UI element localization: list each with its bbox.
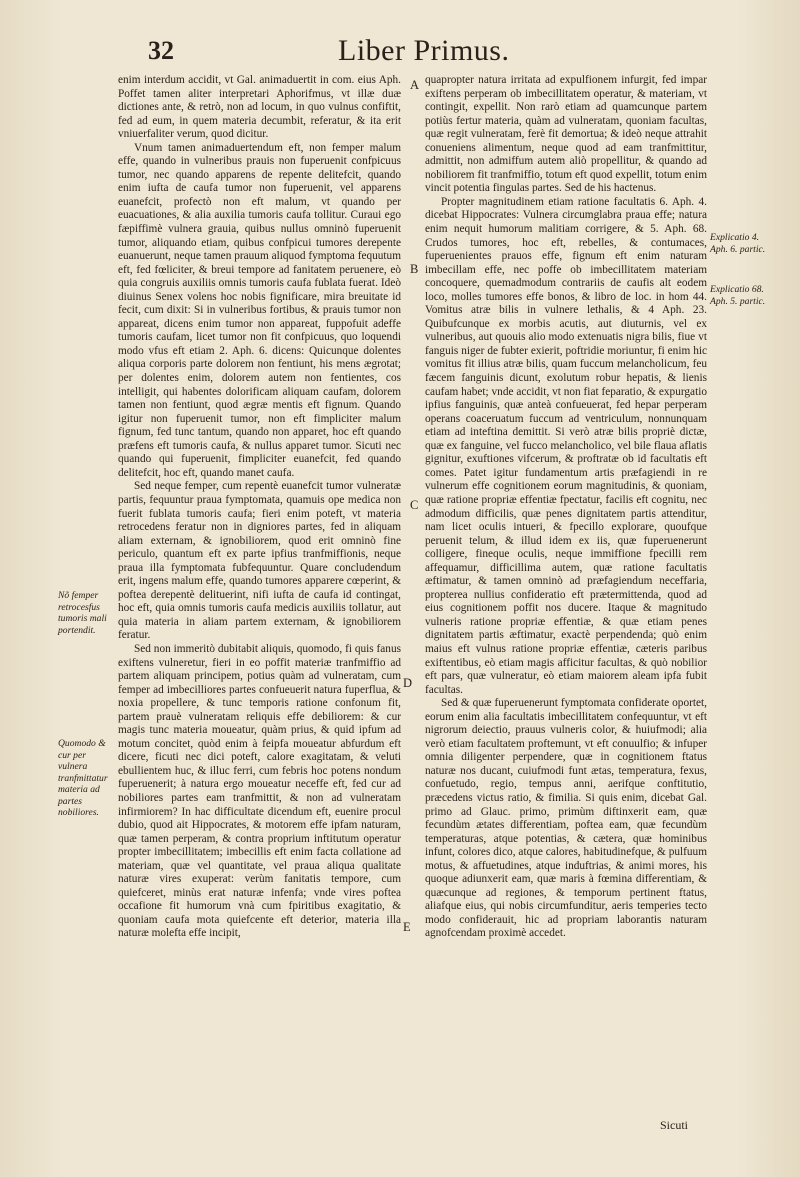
section-letter: C	[410, 498, 419, 512]
paragraph: Propter magnitudinem etiam ratione facultatis 6. Aph. 4. dicebat Hippocrates: Vulnera circumglabra praua effe; natura enim nequit humorum malitiam corrigere, & 5. Aph. 68. Crudos tumores, hoc eft, rebelles, & contumaces, fuperuenientes prauos effe, fignum eft enim naturam imbecillam effe, nec poffe ob imbecillitatem materiam concoquere, quemadmodum contrariis de caufis alt eodem loco, molles tumores effe bonos, & libro de loc. in hom 44. Vomitus atræ bilis in vulnere lethalis, & 4 Aph. 23. Quibufcunque ex morbis acutis, aut diuturnis, vel ex vulneribus, aut quouis alio modo extenuatis nigra bilis, fiue vt fanguis niger de fubter exierit, poftridie moriuntur, fi enim hic vomitus fit illius atræ bilis, quam fuccum melancholicum, feu fæcem fanguinis dicunt, exolutum robur hepatis, & lienis caufam habet; vnde accidit, vt non fiat feparatio, & expurgatio ipfius fanguinis, quæ anteà confueuerat, fed hepar perperam operans coaceruatum fuccum ad ventriculum, nonnunquam etiam ad inteftina demittit. Si verò atræ bilis propriè dictæ, quæ ex fanguine, vel fucco melancholico, vel bile flaua aflatis gignitur, exuftiones vifcerum, & proftratæ ob id facultatis eft comes. Patet igitur fundamentum artis præfagiendi in re vulnerum effe cognitionem eorum magnitudinis, & quoniam, quæ ratione propriæ effentiæ fpectatur, facilis eft cognitu, nec admodum difficilis, quæ penes dignitatem partis attenditur, nam licet oculis intueri, & fpecillo explorare, quoufque peruenit telum, & illud idem ex iis, quæ fuperuenerunt colligere, fineque oculis, neque immiffione fpecilli rem affequamur, difficillima autem, quæ ratione facultatis æftimatur, & tamen omninò ad præfagiendum neceffaria, propterea nullius confideratio eft prætermittenda, quod ad eius cognitionem poffit nos ducere. Itaque & magnitudo vulneris ratione propriæ effentiæ, & quæ etiam penes dignitatem partis æftimatur, exactè perpendenda; quò enim maius eft vulnus ratione propriæ effentiæ, cæteris paribus exiftentibus, eò etiam magis afficitur facultas, & quò nobilior eft pars, quæ vulneratur, eò etiam maiorem aleam ipfa fubit facultas.	[425, 195, 707, 696]
right-column	[425, 74, 707, 941]
paragraph: Sed neque femper, cum repentè euanefcit tumor vulneratæ partis, fequuntur praua fymptomata, quamuis ope medica non fuerit fublata tumoris caufa; fieri enim poteft, vt materia retrocedens feratur non in digniores partes, fed in aliquam aliam externam, & ignobiliorem, quod erit omninò fine periculo, quantum eft ex parte ipfius tranfmiffionis, neque praua illa fymptomata fubfequuntur. Quare concludendum erit, ingens malum effe, quando tumores apparere cœperint, & poftea derepentè delituerint, nifi iufta de caufa id contingat, hoc eft, quia omnis tumoris caufa medicis auxiliis tollatur, aut quia materia in aliam partem externam, & ignobiliorem feratur.	[118, 480, 401, 642]
paragraph: Sed & quæ fuperuenerunt fymptomata confiderate oportet, eorum enim alia facultatis imbecillitatem confequuntur, vt eft nigrorum deiectio, prauus vulneris color, & huiufmodi; alia verò etiam facultatem proftemunt, vt eft conuulfio; & infuper omnia diligenter perpendere, quæ in cognitionem ftatus naturæ nos ducant, cuiufmodi funt ætas, temperatura, fexus, confuetudo, regio, tempus anni, aerifque conftitutio, præcedens victus ratio, & fimilia. Si quis enim, dicebat Gal. primo ad Glauc. primo, primùm diftinxerit eam, quæ fecundùm ætates differentiam, poftea eam, quæ fecundùm temperaturas, atque potentias, & cætera, quæ hominibus infunt, colores dico, atque calores, habitudinefque, & pulfuum motus, & affuetudines, atque induftrias, & animi mores, his quoque adiunxerit eam, quæ maris à fœmina differentiam, & quæcunque ad regiones, & temporum pertinent ftatus, aliafque eius, qui nobis circumfunditur, aeris temperies tecto modo confiderauit, hic ad propriam laborantis naturam agnofcendam proximè accedet.	[425, 697, 707, 940]
page-number: 32	[148, 36, 174, 65]
paragraph: Sed non immeritò dubitabit aliquis, quomodo, fi quis fanus exiftens vulneretur, fieri in eo poffit materiæ tranfmiffio ad partem aliquam principem, potius quàm ad vulneratam, cum femper ad imbecilliores partes confueuerit natura fuperflua, & noxia propellere, & tunc temporis ratione confonum fit, partem prauè vulneratam reliquis effe debiliorem: & cur magis tunc materia moueatur, quàm prius, & quid ipfum ad motum concitet, quòd enim à feipfa moueatur abfurdum eft dicere, ficuti nec dici poteft, calore exagitatam, & veluti ebullientem huc, & illuc ferri, cum febris hoc potens nondum fuperuenerit; à natura ergo moueatur neceffe eft, fed cur ad nobiliores partes eam tranfmittit, & non ad vulneratam infirmiorem? In hac difficultate dicendum eft, euenire procul dubio, quod ait Hippocrates, & motorem effe ipfam naturam, quæ tamen perperam, & contra proprium inftitutum operatur propter imbecillitatem; imbecillis eft enim facta collatione ad materiam, quæ vel quantitate, vel praua aliqua qualitate naturæ vires exuperat: verùm fanitatis tempore, cum quiefceret, minùs erat naturæ infenfa; vnde vires poftea occafione fit humorum vnà cum fpiritibus exagitatio, & quoniam caufa mota quiefcente eft deterior, materia illa naturæ molefta effe incipit,	[118, 642, 401, 940]
catchword: Sicuti	[660, 1118, 689, 1132]
section-letter: D	[403, 676, 413, 690]
paragraph: enim interdum accidit, vt Gal. animaduertit in com. eius Aph. Poffet tamen aliter interpretari Aphorifmus, vt illæ duæ dictiones ante, & retrò, non ad locum, in quo vulnus confiftit, fed ad eum, in quem materia decumbit, referatur, & ita erit vniuerfaliter verum, quod dicitur.	[118, 74, 401, 141]
section-letter: A	[410, 78, 420, 92]
margin-note: Explicatio 4. Aph. 6. partic.	[710, 232, 766, 255]
left-column	[118, 74, 401, 941]
page-header	[148, 36, 708, 72]
margin-note: Nõ femper retrocesfus tumoris mali portendit.	[58, 590, 107, 636]
paragraph: Vnum tamen animaduertendum eft, non femper malum effe, quando in vulneribus prauis non fuperuenit confpicuus tumor, nec quando apparens de repente delitefcit, quando enim iufta de caufa tumor non fuperuenit, vel apparens euanefcit, profectò non eft malum, vt quando per euacuationes, & alia auxilia tumoris caufa tollitur. Curaui ego fæpiffimè vulnera grauia, quibus nullus omninò fuperuenit tumor, aliquando etiam, quibus confpicui tumores derepente euanuerunt, neque tamen prauum aliquod fymptoma fequutum eft, fed fœliciter, & breui tempore ad fanitatem peruenere, eò quia congruis auxiliis omnis tumoris caufa fublata fuerat. Ideò diuinus Senex volens hoc nobis fignificare, mira breuitate id fecit, cum dixit: Si in vulneribus fortibus, & prauis tumor non appareat, dicens enim tumor non appareat, fuppofuit adeffe tumoris caufam, licet tumor non fit confpicuus, quo loquendi modo vfus eft etiam 2. Aph. 6. dicens: Quicunque dolentes aliqua corporis parte dolorem non fentiunt, his mens ægrotat; per dolentes enim, dolorem autem non fentientes, cos intelligit, qui habentes dolorificam aliquam caufam, dolorem tamen non fentiunt, quod ægræ mentis eft fignum. Quando igitur non fuperuenit tumor, non eft fimpliciter malum fignum, fed tunc tantum, quando non apparet, hoc eft quando præfens eft tumoris caufa, & nullus apparet tumor. Sicuti nec quando qui fuperuenit, fimpliciter euanefcit, fed quando delitefcit, hoc eft, quando manet caufa.	[118, 141, 401, 479]
running-head: Liber Primus.	[338, 34, 510, 67]
margin-note: Quomodo & cur per vulnera tranfmittatur materia ad partes nobiliores.	[58, 738, 108, 818]
section-letter: B	[410, 262, 419, 276]
paragraph: quapropter natura irritata ad expulfionem infurgit, fed impar exiftens perperam ob imbecillitatem operatur, & materiam, vt contingit, expellit. Non rarò etiam ad quamcunque partem potiùs fertur materia, quàm ad vulneratam, quoniam facultas, quæ regit vulneratam, ferè fit demortua; & ideò neque attrahit conueniens alimentum, neque quod ad eam tranfmittitur, admittit, non admiffum autem aliò propellitur, & quando ad nobiliorem fit tranfmiffio, totum eft quod expellit, totum enim vincit potentia fingulas partes. Sed de his hactenus.	[425, 74, 707, 195]
section-letter: E	[403, 920, 411, 934]
margin-note: Explicatio 68. Aph. 5. partic.	[710, 284, 766, 307]
